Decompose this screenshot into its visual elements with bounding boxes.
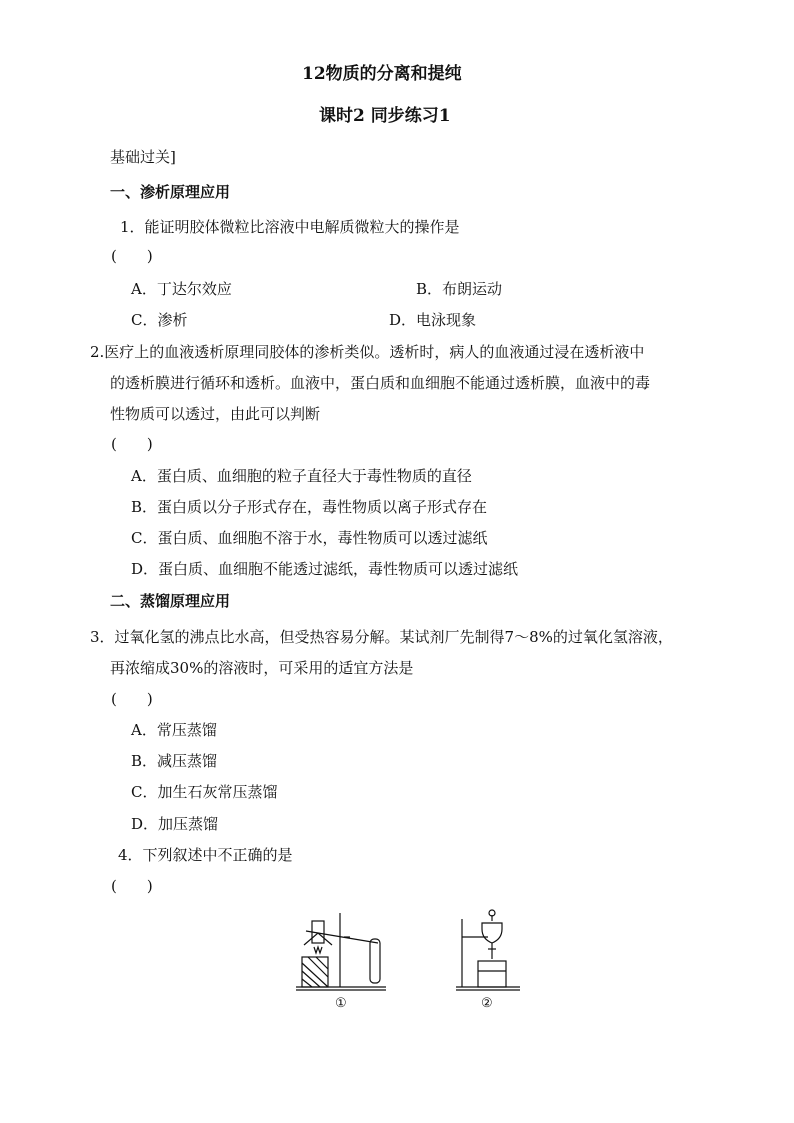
q2-option-c: C．蛋白质、血细胞不溶于水，毒性物质可以透过滤纸 [131,529,488,547]
block-hatching [302,957,328,987]
q1-option-b: B．布朗运动 [416,280,503,298]
q4-blank: ( ) [111,877,153,895]
apparatus-figure-1 [292,905,392,993]
q2-line-1: 2.医疗上的血液透析原理同胶体的渗析类似。透析时，病人的血液通过浸在透析液中 [90,343,645,361]
q3-option-b: B．减压蒸馏 [131,752,218,770]
q2-option-b: B．蛋白质以分子形式存在，毒性物质以离子形式存在 [131,498,488,516]
q3-option-a: A．常压蒸馏 [131,721,217,739]
q3-line-1: 3．过氧化氢的沸点比水高，但受热容易分解。某试剂厂先制得7～8%的过氧化氢溶液， [90,628,673,646]
flame [314,947,322,953]
q4-stem: 4．下列叙述中不正确的是 [118,846,293,864]
q1-option-d: D．电泳现象 [389,311,477,329]
document-title: 12物质的分离和提纯 [302,64,462,84]
q1-option-a: A．丁达尔效应 [131,280,232,298]
q3-option-c: C．加生石灰常压蒸馏 [131,783,278,801]
q3-option-d: D．加压蒸馏 [131,815,219,833]
q3-line-2: 再浓缩成30%的溶液时，可采用的适宜方法是 [110,659,414,677]
beaker [478,961,506,987]
document-subtitle: 课时2 同步练习1 [319,106,451,126]
section2-heading: 二、蒸馏原理应用 [110,592,231,610]
figure-1-label: ① [335,996,347,1011]
basic-label: 基础过关] [110,148,176,166]
q1-stem: 1．能证明胶体微粒比溶液中电解质微粒大的操作是 [120,218,460,236]
delivery-tube [306,931,378,943]
section1-heading: 一、渗析原理应用 [110,183,231,201]
q1-option-c: C．渗析 [131,311,188,329]
q1-blank: ( ) [111,247,153,265]
q2-blank: ( ) [111,435,153,453]
q3-blank: ( ) [111,690,153,708]
q2-line-2: 的透析膜进行循环和透析。血液中，蛋白质和血细胞不能通过透析膜，血液中的毒 [110,374,651,392]
q2-option-d: D．蛋白质、血细胞不能透过滤纸，毒性物质可以透过滤纸 [131,560,519,578]
apparatus-figure-2 [452,905,524,993]
figure-2-label: ② [481,996,493,1011]
q2-line-3: 性物质可以透过，由此可以判断 [110,405,321,423]
separatory-funnel [482,923,502,943]
q2-option-a: A．蛋白质、血细胞的粒子直径大于毒性物质的直径 [131,467,472,485]
receiving-tube [370,939,380,983]
